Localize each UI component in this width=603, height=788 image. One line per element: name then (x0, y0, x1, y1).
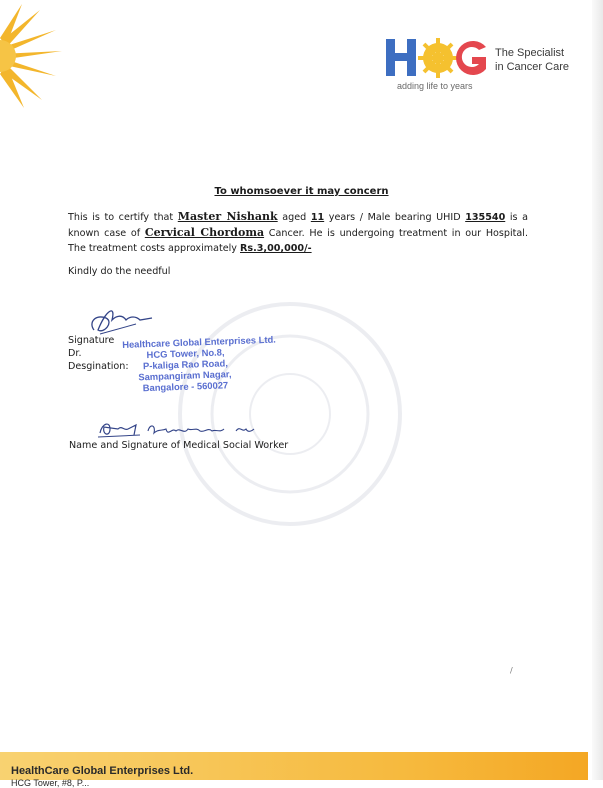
closing-line: Kindly do the needful (68, 266, 171, 277)
hcg-logo (386, 37, 586, 97)
stamp-line: P-kaliga Rao Road, (142, 357, 229, 372)
treatment-amount: Rs.3,00,000/- (240, 243, 312, 254)
body-text: Cancer. He is undergoing treatment in our Hospital. The treatment costs approximately (68, 228, 529, 254)
scan-mark: / (510, 666, 513, 675)
doctor-label: Dr. (68, 348, 82, 359)
stamp-line: Healthcare Global Enterprises Ltd. (121, 333, 276, 350)
signature-block (68, 334, 129, 373)
footer-address: HCG Tower, #8, P... (11, 778, 90, 788)
hospital-stamp (121, 333, 283, 394)
body-text: years / Male bearing UHID (324, 212, 466, 223)
signature-label: Signature (68, 335, 115, 346)
footer-band (0, 752, 588, 788)
stamp-line: Bangalore - 560027 (142, 379, 229, 394)
logo-specialist-text: The Specialist in Cancer Care (495, 47, 569, 73)
letter-subject: To whomsoever it may concern (214, 186, 389, 197)
body-text: This is to certify that (68, 212, 178, 223)
hcg-logo-mark-icon (386, 37, 490, 79)
patient-age: 11 (310, 212, 325, 223)
designation-label: Desgination: (68, 361, 129, 372)
sun-rays-icon (0, 4, 70, 109)
footer-company: HealthCare Global Enterprises Ltd. (11, 765, 194, 777)
patient-uhid: 135540 (465, 212, 506, 223)
scan-edge (592, 0, 603, 780)
logo-slogan: adding life to years (397, 81, 473, 91)
watermark-seal-icon (170, 284, 410, 544)
patient-name: Master Nishank (177, 210, 278, 223)
stamp-line: HCG Tower, No.8, (146, 346, 225, 361)
body-text: is a known case of (68, 212, 528, 239)
stamp-line: Sampangiram Nagar, (138, 368, 232, 383)
certificate-paragraph (68, 209, 528, 256)
diagnosis: Cervical Chordoma (144, 226, 265, 239)
body-text: aged (277, 212, 311, 223)
social-worker-label: Name and Signature of Medical Social Worker (69, 440, 289, 451)
